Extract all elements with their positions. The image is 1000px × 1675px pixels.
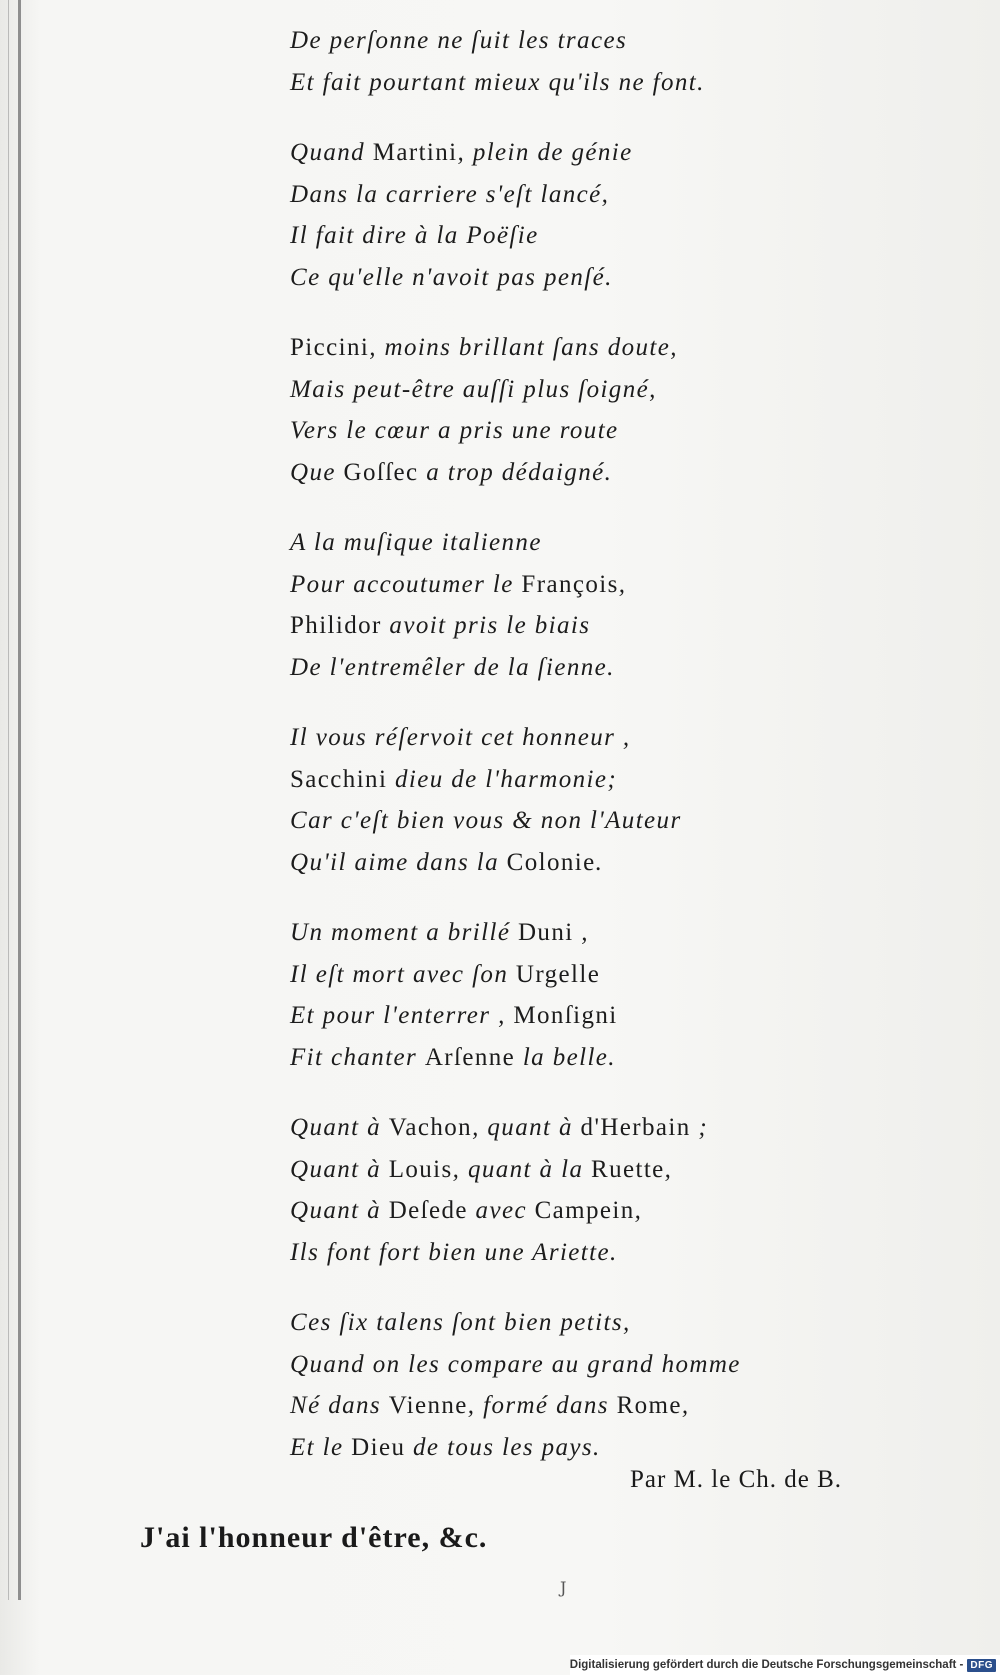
verse-line bbox=[290, 1037, 950, 1079]
verse-text-italic: Que bbox=[290, 458, 344, 486]
verse-line bbox=[290, 1190, 950, 1232]
verse-text-italic: Qu'il aime dans la bbox=[290, 848, 507, 876]
verse-text-roman: Duni bbox=[517, 919, 574, 946]
verse-text-roman: Martini bbox=[372, 139, 458, 166]
verse-line bbox=[290, 842, 950, 884]
verse-line bbox=[290, 1302, 950, 1344]
verse-line bbox=[290, 1149, 950, 1191]
verse-text-italic: , bbox=[618, 570, 627, 598]
verse-text-roman: Deſede bbox=[388, 1197, 468, 1224]
verse-text-italic: , quant à la bbox=[452, 1155, 591, 1183]
verse-text-italic: Et fait pourtant mieux qu'ils ne font. bbox=[290, 68, 705, 96]
verse-line bbox=[290, 410, 950, 452]
verse-text-italic: , plein de génie bbox=[457, 139, 633, 166]
verse-text-italic: Né dans bbox=[290, 1392, 389, 1419]
verse-text-italic: , moins brillant ſans doute, bbox=[369, 334, 678, 361]
verse-text-italic: Ils font fort bien une Ariette. bbox=[290, 1238, 618, 1266]
verse-line bbox=[290, 717, 950, 759]
verse-text-italic: , bbox=[681, 1392, 690, 1419]
verse-text-italic: Quant à bbox=[290, 1155, 389, 1183]
verse-text-italic: Il eſt mort avec ſon bbox=[290, 960, 516, 988]
stanza bbox=[290, 132, 950, 298]
verse-text-roman: Urgelle bbox=[515, 960, 601, 988]
verse-text-italic: , formé dans bbox=[467, 1392, 617, 1419]
stanza bbox=[290, 327, 950, 493]
verse-line bbox=[290, 1427, 950, 1469]
verse-text-italic: De perſonne ne ſuit les traces bbox=[290, 27, 628, 54]
verse-text-roman: Goſſec bbox=[343, 458, 419, 486]
verse-line bbox=[290, 452, 950, 494]
closing-formula: J'ai l'honneur d'être, &c. bbox=[140, 1521, 488, 1554]
stanza bbox=[290, 1302, 950, 1468]
verse-text-italic: Pour accoutumer le bbox=[290, 570, 522, 598]
verse-text-italic: dieu de l'harmonie; bbox=[387, 765, 618, 793]
binding-shadow bbox=[18, 0, 21, 1600]
footer-text: Digitalisierung gefördert durch die Deutsche Forschungsgemeinschaft - bbox=[569, 1659, 964, 1671]
verse-line bbox=[290, 369, 950, 411]
verse-text-roman: Philidor bbox=[290, 612, 382, 639]
verse-text-roman: Dieu bbox=[351, 1433, 406, 1461]
verse-text-roman: Colonie bbox=[506, 848, 596, 876]
verse-text-italic: A la muſique italienne bbox=[290, 529, 542, 556]
verse-text-italic: , quant à bbox=[472, 1114, 581, 1141]
verse-line bbox=[290, 1385, 950, 1427]
verse-line bbox=[290, 20, 950, 62]
verse-text-italic: Dans la carriere s'eſt lancé, bbox=[290, 180, 610, 208]
verse-text-italic: Et pour l'enterrer , bbox=[290, 1002, 514, 1029]
verse-line bbox=[290, 912, 950, 954]
verse-line bbox=[290, 800, 950, 842]
verse-text-italic: , bbox=[664, 1155, 673, 1183]
verse-text-italic: avec bbox=[467, 1197, 535, 1224]
verse-text-italic: a trop dédaigné. bbox=[418, 458, 613, 486]
verse-text-italic: Ce qu'elle n'avoit pas penſé. bbox=[290, 263, 613, 291]
verse-text-roman: Campein bbox=[534, 1197, 635, 1224]
verse-text-roman: Louis bbox=[388, 1155, 453, 1183]
verse-text-italic: Et le bbox=[290, 1433, 352, 1461]
dfg-logo-icon: DFG bbox=[967, 1659, 996, 1672]
verse-line bbox=[290, 759, 950, 801]
verse-text-italic: De l'entremêler de la ſienne. bbox=[290, 653, 615, 681]
binding-edge bbox=[8, 0, 9, 1600]
verse-text-roman: François bbox=[521, 570, 619, 598]
verse-text-italic: Un moment a brillé bbox=[290, 919, 518, 946]
verse-text-italic: . bbox=[595, 848, 604, 876]
verse-text-italic: Vers le cœur a pris une route bbox=[290, 417, 619, 444]
verse-text-italic: Il fait dire à la Poëſie bbox=[290, 222, 539, 249]
verse-line bbox=[290, 1232, 950, 1274]
stanza bbox=[290, 1107, 950, 1273]
verse-line bbox=[290, 215, 950, 257]
verse-text-italic: Quand bbox=[290, 139, 373, 166]
verse-text-italic: Ces ſix talens ſont bien petits, bbox=[290, 1309, 631, 1336]
verse-text-italic: , bbox=[634, 1197, 643, 1224]
verse-text-roman: Sacchini bbox=[290, 765, 388, 793]
verse-text-italic: Il vous réſervoit cet honneur , bbox=[290, 724, 631, 751]
verse-text-italic: Quand on les compare au grand homme bbox=[290, 1350, 741, 1378]
verse-text-roman: Rome bbox=[616, 1392, 682, 1419]
digitization-footer bbox=[570, 1655, 1000, 1675]
signature: Par M. le Ch. de B. bbox=[630, 1466, 843, 1493]
verse-line bbox=[290, 327, 950, 369]
verse-text-roman: Vienne bbox=[388, 1392, 468, 1419]
verse-text-italic: la belle. bbox=[515, 1043, 616, 1071]
verse-text-roman: Piccini bbox=[290, 334, 370, 361]
verse-line bbox=[290, 1107, 950, 1149]
verse-text-italic: Quant à bbox=[290, 1197, 389, 1224]
verse-line bbox=[290, 647, 950, 689]
verse-text-roman: Vachon bbox=[388, 1114, 473, 1141]
verse-line bbox=[290, 522, 950, 564]
verse-text-italic: de tous les pays. bbox=[405, 1433, 601, 1461]
verse-text-roman: d'Herbain bbox=[580, 1114, 691, 1141]
stanza bbox=[290, 522, 950, 688]
verse-line bbox=[290, 564, 950, 606]
verse-line bbox=[290, 62, 950, 104]
verse-line bbox=[290, 954, 950, 996]
poem bbox=[290, 20, 950, 1497]
verse-text-italic: , bbox=[573, 919, 589, 946]
verse-line bbox=[290, 995, 950, 1037]
verse-text-italic: Fit chanter bbox=[290, 1043, 425, 1071]
stanza bbox=[290, 912, 950, 1078]
verse-line bbox=[290, 257, 950, 299]
verse-text-roman: Ruette bbox=[591, 1155, 665, 1183]
verse-text-italic: avoit pris le biais bbox=[381, 612, 591, 639]
verse-line bbox=[290, 605, 950, 647]
stanza bbox=[290, 20, 950, 103]
page-mark: J bbox=[560, 1578, 567, 1597]
verse-line bbox=[290, 174, 950, 216]
verse-text-roman: Arſenne bbox=[424, 1043, 516, 1071]
verse-text-italic: ; bbox=[690, 1114, 709, 1141]
verse-text-italic: Quant à bbox=[290, 1114, 389, 1141]
verse-text-italic: Car c'eſt bien vous & non l'Auteur bbox=[290, 807, 682, 834]
verse-text-roman: Monſigni bbox=[513, 1002, 618, 1029]
stanza bbox=[290, 717, 950, 883]
verse-line bbox=[290, 1344, 950, 1386]
verse-line bbox=[290, 132, 950, 174]
verse-text-italic: Mais peut-être auſſi plus ſoigné, bbox=[290, 375, 657, 403]
